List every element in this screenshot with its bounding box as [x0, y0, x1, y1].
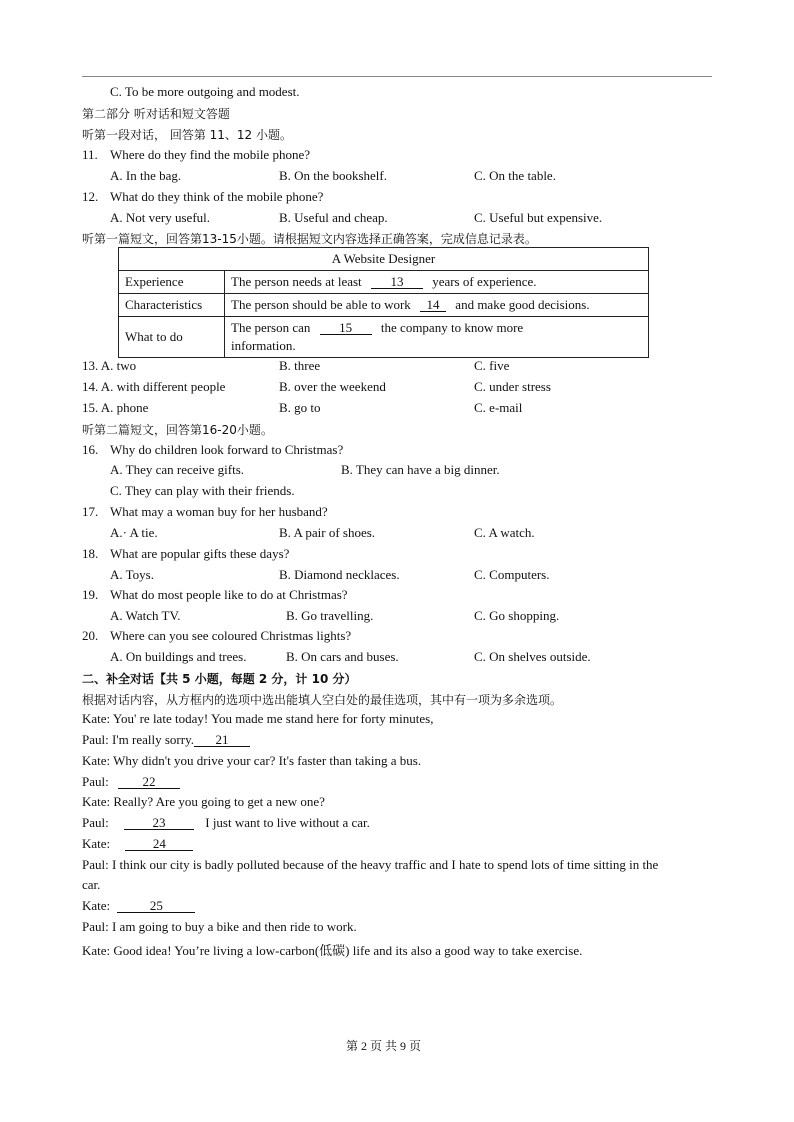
table-caption: A Website Designer	[119, 248, 649, 271]
q16-number: 16.	[82, 442, 99, 457]
q12-option-c: C. Useful but expensive.	[474, 210, 603, 225]
q13-option-b: B. three	[279, 358, 321, 373]
q17-number: 17.	[82, 504, 99, 519]
q11-option-b: B. On the bookshelf.	[279, 168, 387, 183]
dialogue-line-5: Kate: Really? Are you going to get a new one?	[82, 794, 325, 809]
top-option: C. To be more outgoing and modest.	[110, 84, 300, 99]
row-label-what-to-do: What to do	[119, 317, 225, 358]
q20-option-b: B. On cars and buses.	[286, 649, 399, 664]
q12-text: What do they think of the mobile phone?	[110, 189, 324, 204]
blank-13: 13	[371, 275, 423, 289]
q18-number: 18.	[82, 546, 99, 561]
q11-text: Where do they find the mobile phone?	[110, 147, 310, 162]
q18-option-a: A. Toys.	[110, 567, 154, 582]
q16-option-c: C. They can play with their friends.	[110, 483, 295, 498]
q18-option-c: C. Computers.	[474, 567, 550, 582]
q11-option-a: A. In the bag.	[110, 168, 182, 183]
q17-option-c: C. A watch.	[474, 525, 535, 540]
q20-text: Where can you see coloured Christmas lights?	[110, 628, 352, 643]
dialogue-line-2: Paul: I'm really sorry. 21	[82, 732, 250, 748]
q16-option-b: B. They can have a big dinner.	[341, 462, 500, 477]
q20-option-c: C. On shelves outside.	[474, 649, 591, 664]
dialogue-line-6: Paul: 23 I just want to live without a car.	[82, 815, 370, 830]
info-table	[118, 247, 649, 358]
q13-option-c: C. five	[474, 358, 510, 373]
passage1-instructions: 听第一篇短文，回答第13-15小题。请根据短文内容选择正确答案，完成信息记录表。	[82, 232, 537, 246]
row-label-characteristics: Characteristics	[119, 294, 225, 317]
q11-number: 11.	[82, 147, 98, 162]
q19-option-b: B. Go travelling.	[286, 608, 374, 623]
section2-title: 二、补全对话【共 5 小题，每题 2 分，计 10 分）	[82, 672, 357, 686]
blank-25: 25	[117, 899, 195, 913]
dialog1-instructions: 听第一段对话， 回答第 11、12 小题。	[82, 128, 292, 142]
q14-option-c: C. under stress	[474, 379, 551, 394]
q19-number: 19.	[82, 587, 99, 602]
q12-option-b: B. Useful and cheap.	[279, 210, 388, 225]
page-footer: 第 2 页 共 9 页	[346, 1039, 422, 1053]
dialogue-line-11: Kate: Good idea! You’re living a low-carbon(低碳) life and its also a good way to take exercise.	[82, 943, 583, 958]
q15-option-c: C. e-mail	[474, 400, 523, 415]
q17-option-a: A.· A tie.	[110, 525, 158, 540]
q14-option-a: 14. A. with different people	[82, 379, 226, 394]
q17-option-b: B. A pair of shoes.	[279, 525, 376, 540]
dialogue-line-1: Kate: You' re late today! You made me stand here for forty minutes,	[82, 711, 434, 726]
blank-21: 21	[194, 733, 250, 747]
q11-option-c: C. On the table.	[474, 168, 556, 183]
blank-14: 14	[420, 298, 446, 312]
row-label-experience: Experience	[119, 271, 225, 294]
dialogue-line-4: Paul: 22	[82, 774, 180, 790]
q16-option-a: A. They can receive gifts.	[110, 462, 245, 477]
dialogue-line-8a: Paul: I think our city is badly polluted because of the heavy traffic and I hate to spend lots of time sitting in the	[82, 857, 659, 872]
q19-option-a: A. Watch TV.	[110, 608, 181, 623]
q17-text: What may a woman buy for her husband?	[110, 504, 328, 519]
blank-23: 23	[124, 816, 194, 830]
q13-option-a: 13. A. two	[82, 358, 137, 373]
q19-text: What do most people like to do at Christmas?	[110, 587, 348, 602]
dialogue-line-3: Kate: Why didn't you drive your car? It's faster than taking a bus.	[82, 753, 422, 768]
part2-title: 第二部分 听对话和短文答题	[82, 107, 230, 121]
q14-option-b: B. over the weekend	[279, 379, 386, 394]
passage2-instructions: 听第二篇短文，回答第16-20小题。	[82, 423, 273, 437]
dialogue-line-9: Kate: 25	[82, 898, 195, 914]
dialogue-line-10: Paul: I am going to buy a bike and then ride to work.	[82, 919, 357, 934]
q18-text: What are popular gifts these days?	[110, 546, 290, 561]
q15-option-a: 15. A. phone	[82, 400, 149, 415]
q15-option-b: B. go to	[279, 400, 321, 415]
row-content-experience: The person needs at least 13 years of experience.	[225, 271, 649, 294]
blank-24: 24	[125, 837, 193, 851]
q12-number: 12.	[82, 189, 99, 204]
q12-option-a: A. Not very useful.	[110, 210, 211, 225]
blank-22: 22	[118, 775, 180, 789]
q20-option-a: A. On buildings and trees.	[110, 649, 247, 664]
q20-number: 20.	[82, 628, 99, 643]
blank-15: 15	[320, 321, 372, 335]
dialogue-line-7: Kate: 24	[82, 836, 193, 852]
q19-option-c: C. Go shopping.	[474, 608, 560, 623]
q16-text: Why do children look forward to Christmas?	[110, 442, 344, 457]
dialogue-line-8b: car.	[82, 877, 101, 892]
row-content-what-to-do: The person can 15 the company to know more information.	[225, 317, 649, 358]
section2-instructions: 根据对话内容，从方框内的选项中选出能填人空白处的最佳选项，其中有一项为多余选项。	[82, 693, 563, 707]
row-content-characteristics: The person should be able to work 14 and make good decisions.	[225, 294, 649, 317]
q18-option-b: B. Diamond necklaces.	[279, 567, 400, 582]
header-rule	[82, 76, 712, 77]
